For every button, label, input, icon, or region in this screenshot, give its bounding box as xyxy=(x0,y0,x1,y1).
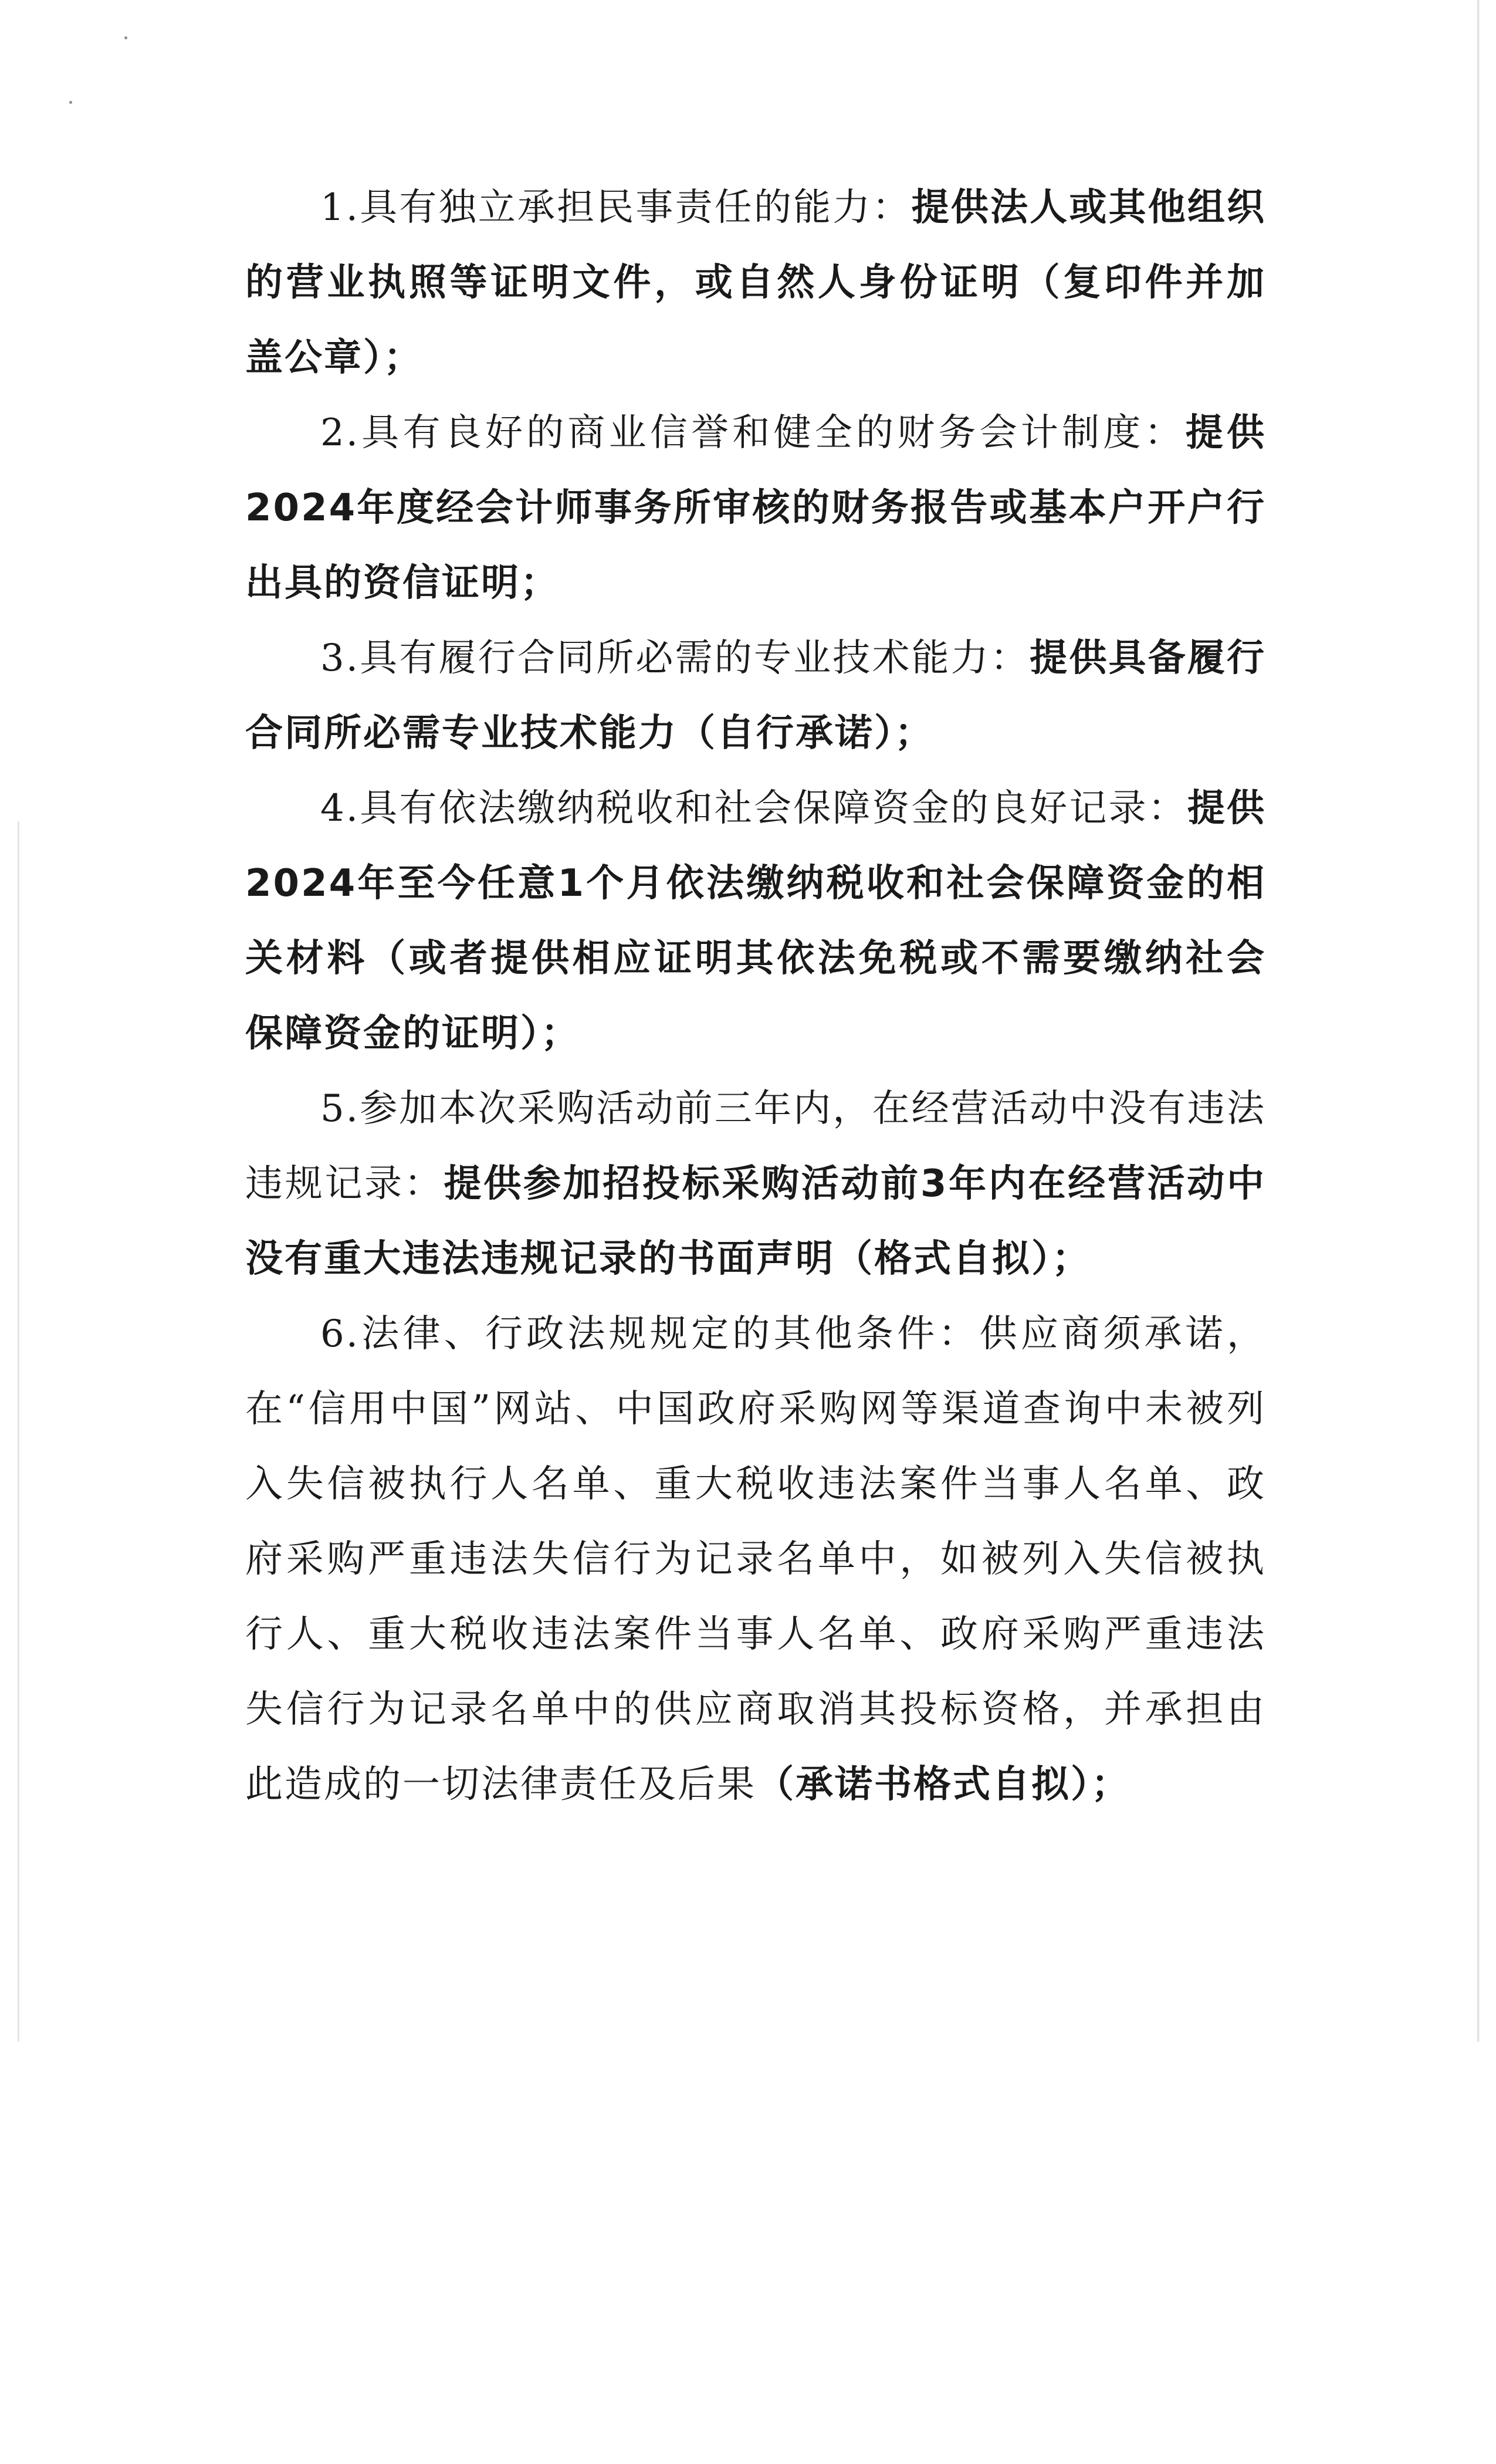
clause-6 xyxy=(245,1297,1266,1822)
clause-2-requirement: 提供2024年度经会计师事务所审核的财务报告或基本户开户行出具的资信证明； xyxy=(245,411,1267,605)
clause-3 xyxy=(245,621,1266,771)
scan-speck xyxy=(69,101,72,104)
clause-2-condition: 2.具有良好的商业信誉和健全的财务会计制度： xyxy=(320,411,1186,455)
clause-4 xyxy=(245,771,1266,1071)
scan-edge-left xyxy=(18,821,19,2042)
clause-4-requirement: 提供2024年至今任意1个月依法缴纳税收和社会保障资金的相关材料（或者提供相应证明其依法免税或不需要缴纳社会保障资金的证明）； xyxy=(245,787,1266,1055)
clause-5-condition: 5.参加本次采购活动前三年内，在经营活动中没有违法违规记录： xyxy=(245,1087,1266,1206)
clause-1 xyxy=(245,170,1266,395)
clause-1-requirement: 提供法人或其他组织的营业执照等证明文件，或自然人身份证明（复印件并加盖公章）； xyxy=(245,186,1267,380)
clause-1-condition: 1.具有独立承担民事责任的能力： xyxy=(320,186,912,229)
scan-speck xyxy=(124,36,127,39)
clause-4-condition: 4.具有依法缴纳税收和社会保障资金的良好记录： xyxy=(320,787,1187,830)
document-body xyxy=(245,170,1266,1822)
clause-3-requirement: 提供具备履行合同所必需专业技术能力（自行承诺）； xyxy=(245,637,1267,755)
clause-6-condition: 6.法律、行政法规规定的其他条件：供应商须承诺，在“信用中国”网站、中国政府采购网等渠道查询中未被列入失信被执行人名单、重大税收违法案件当事人名单、政府采购严重违法失信行为记录名单中，如被列入失信被执行人、重大税收违法案件当事人名单、政府采购严重违法失信行为记录名单中的供应商取消其投标资格，并承担由此造成的一切法律责任及后果 xyxy=(245,1312,1266,1806)
scan-edge-right xyxy=(1477,0,1480,2042)
clause-3-condition: 3.具有履行合同所必需的专业技术能力： xyxy=(320,637,1030,680)
clause-6-requirement: （承诺书格式自拟）； xyxy=(756,1763,1131,1806)
clause-5-requirement: 提供参加招投标采购活动前3年内在经营活动中没有重大违法违规记录的书面声明（格式自拟）； xyxy=(245,1162,1267,1281)
clause-2 xyxy=(245,395,1266,621)
clause-5 xyxy=(245,1071,1266,1297)
